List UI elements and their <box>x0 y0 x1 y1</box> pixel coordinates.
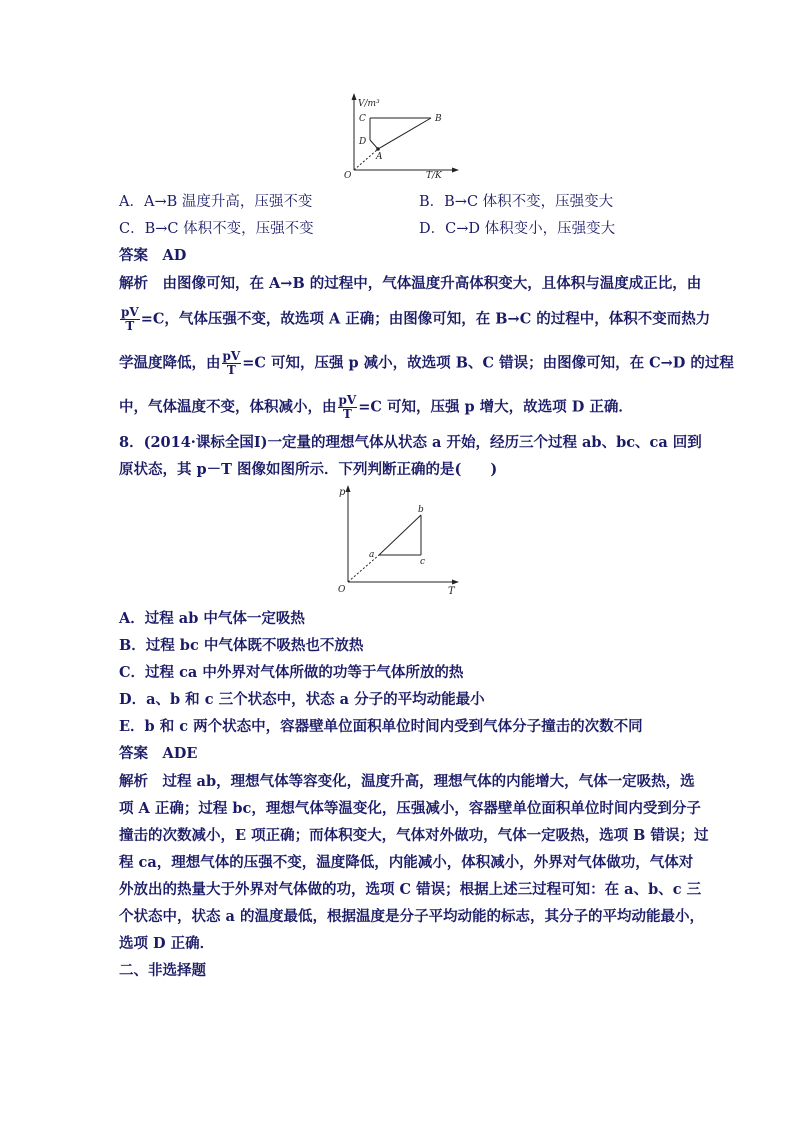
q7-option-b: B．B→C 体积不变，压强变大 <box>419 194 614 210</box>
vt-dashed-line <box>354 149 378 170</box>
vt-origin-label: O <box>344 171 352 180</box>
q8-analysis-line-6: 个状态中，状态 a 的温度最低，根据温度是分子平均动能的标志，其分子的平均动能最小， <box>119 908 704 925</box>
q7-fraction-2: $\frac{pV}{T}$ <box>222 349 241 377</box>
q8-analysis-line-3: 撞击的次数减小，E 项正确；而体积变大，气体对外做功，气体一定吸热，选项 B 错误；过 <box>119 827 709 844</box>
vt-x-arrow-icon <box>452 168 459 173</box>
vt-c-label: C <box>359 114 366 124</box>
vt-line-ab <box>378 118 431 149</box>
vt-y-arrow-icon <box>352 93 357 100</box>
vt-y-label: V/m³ <box>358 99 380 109</box>
pt-a-label: a <box>369 550 375 560</box>
q8-option-e: E．b 和 c 两个状态中，容器壁单位面积单位时间内受到气体分子撞击的次数不同 <box>119 718 643 735</box>
pt-b-label: b <box>418 505 424 515</box>
q8-analysis-line-7: 选项 D 正确． <box>119 935 215 952</box>
q7-option-d: D．C→D 体积变小，压强变大 <box>419 221 616 237</box>
vt-x-label: T/K <box>426 171 442 180</box>
q8-option-b: B．过程 bc 中气体既不吸热也不放热 <box>119 637 364 654</box>
q8-analysis-line-1: 解析 过程 ab，理想气体等容变化，温度升高，理想气体的内能增大，气体一定吸热，选 <box>119 773 695 790</box>
q8-option-a: A．过程 ab 中气体一定吸热 <box>119 610 305 627</box>
q8-option-d: D．a、b 和 c 三个状态中，状态 a 分子的平均动能最小 <box>119 691 485 708</box>
q8-option-c: C．过程 ca 中外界对气体所做的功等于气体所放的热 <box>119 664 464 681</box>
pt-x-label: T <box>448 586 455 597</box>
q7-option-a: A．A→B 温度升高，压强不变 <box>119 194 313 210</box>
vt-d-label: D <box>359 137 367 147</box>
vt-graph <box>330 90 460 180</box>
pt-origin-label: O <box>338 585 346 595</box>
q7-analysis-line-3: 学温度降低，由 $\frac{pV}{T}$ =C 可知，压强 p 减小，故选项 B、C 错误；由图像可知，在 C→D 的过程 <box>119 349 734 377</box>
q7-fraction-1: $\frac{pV}{T}$ <box>121 305 139 333</box>
vt-line-da <box>370 140 378 149</box>
pt-y-arrow-icon <box>346 485 351 492</box>
pt-line-ab <box>379 515 421 555</box>
q8-analysis-line-4: 程 ca，理想气体的压强不变，温度降低，内能减小，体积减小，外界对气体做功，气体对 <box>119 854 694 871</box>
q8-stem-line-1: 8．(2014·课标全国Ⅰ)一定量的理想气体从状态 a 开始，经历三个过程 ab、bc、ca 回到 <box>119 434 702 451</box>
q7-analysis-line-2: $\frac{pV}{T}$ =C，气体压强不变，故选项 A 正确；由图像可知，在 B→C 的过程中，体积不变而热力 <box>121 305 711 333</box>
pt-x-arrow-icon <box>452 580 459 585</box>
q7-answer: 答案 AD <box>119 247 187 264</box>
pt-y-label: p <box>339 487 346 498</box>
q7-fraction-3: $\frac{pV}{T}$ <box>338 393 357 421</box>
pt-graph <box>330 482 466 598</box>
q7-analysis-line-4: 中，气体温度不变，体积减小，由 $\frac{pV}{T}$ =C 可知，压强 p 增大，故选项 D 正确． <box>119 393 633 421</box>
section-title: 二、非选择题 <box>119 962 206 979</box>
q8-analysis-line-2: 项 A 正确；过程 bc，理想气体等温变化，压强减小，容器壁单位面积单位时间内受到分子 <box>119 800 701 817</box>
q7-analysis-line-1: 解析 由图像可知，在 A→B 的过程中，气体温度升高体积变大，且体积与温度成正比，由 <box>119 275 702 292</box>
vt-a-label: A <box>376 152 383 162</box>
q8-answer: 答案 ADE <box>119 745 198 762</box>
vt-b-label: B <box>435 114 442 124</box>
q8-analysis-line-5: 外放出的热量大于外界对气体做的功，选项 C 错误；根据上述三过程可知：在 a、b、c 三 <box>119 881 702 898</box>
vt-point-a <box>376 147 380 151</box>
q8-stem-line-2: 原状态，其 p－T 图像如图所示．下列判断正确的是( ) <box>119 461 498 478</box>
pt-c-label: c <box>420 557 426 567</box>
q7-option-c: C．B→C 体积不变，压强不变 <box>119 221 314 237</box>
